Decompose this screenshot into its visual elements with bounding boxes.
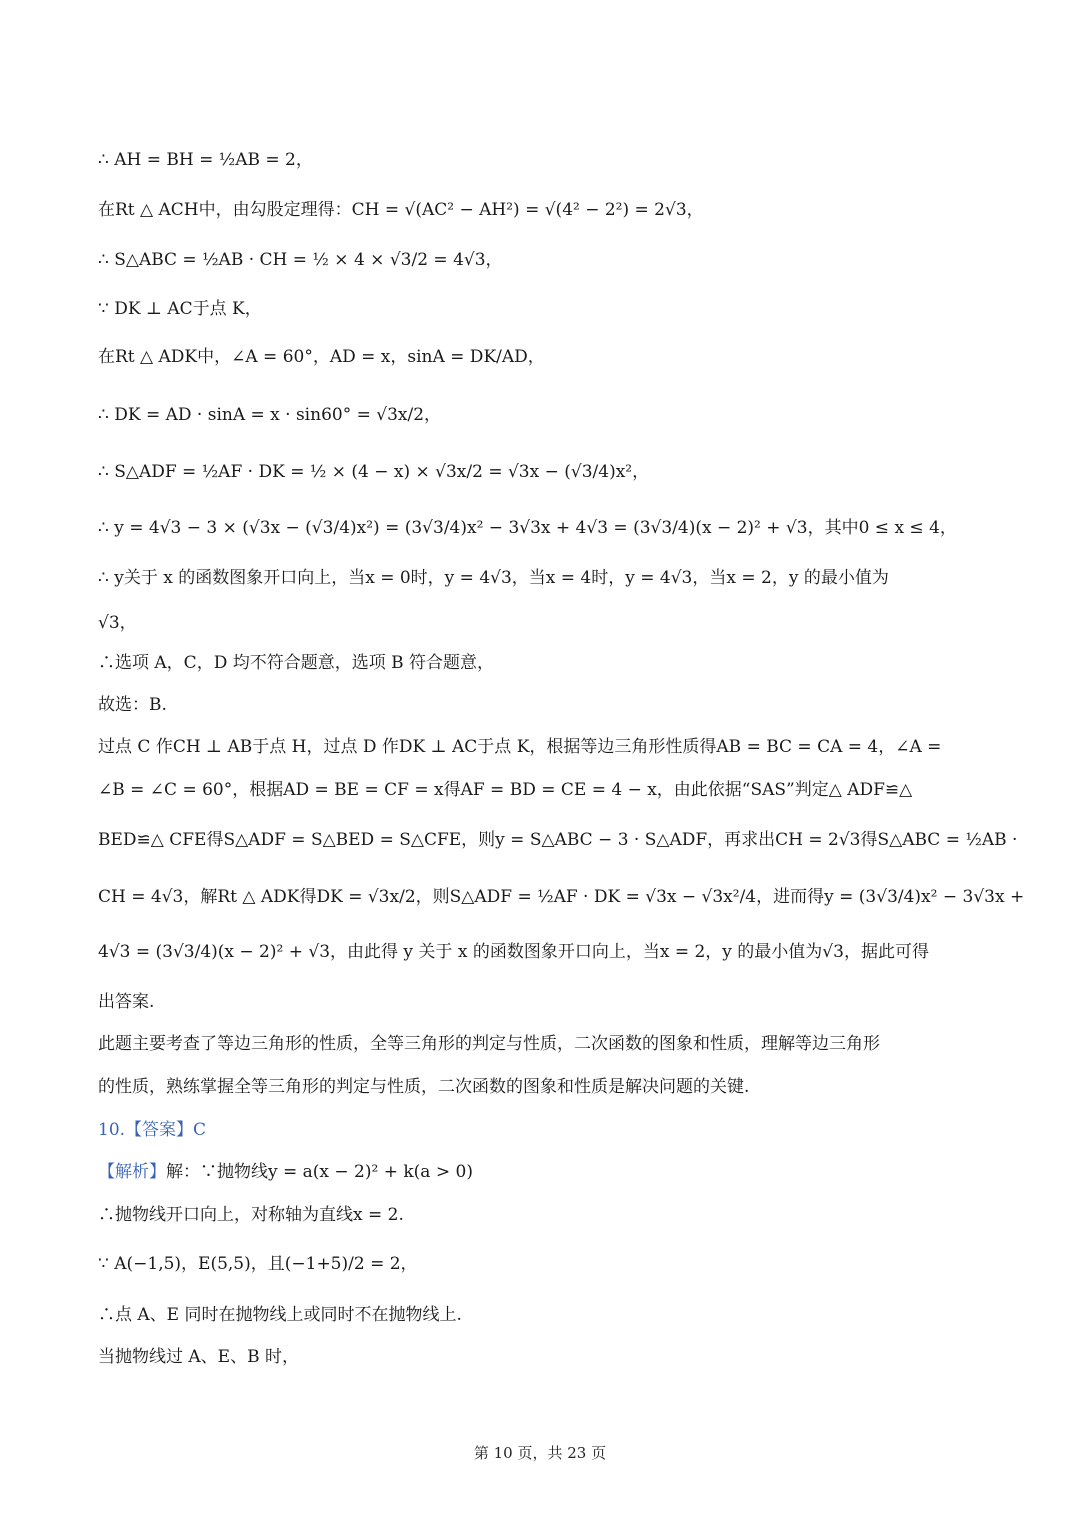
solution-line: 出答案.: [98, 992, 155, 1012]
analysis-line: ∴抛物线开口向上，对称轴为直线x = 2.: [98, 1205, 404, 1225]
analysis-line: 当抛物线过 A、E、B 时，: [98, 1347, 299, 1367]
solution-line: 的性质，熟练掌握全等三角形的判定与性质，二次函数的图象和性质是解决问题的关键.: [98, 1077, 750, 1097]
solution-line: ∴ DK = AD · sinA = x · sin60° = √3x/2，: [98, 405, 442, 425]
solution-line: ∵ DK ⊥ AC于点 K，: [98, 299, 262, 319]
solution-line: √3，: [98, 613, 137, 633]
solution-line: 在Rt △ ADK中，∠A = 60°，AD = x，sinA = DK/AD，: [98, 347, 545, 367]
solution-line: 在Rt △ ACH中，由勾股定理得：CH = √(AC² − AH²) = √(4² − 2²) = 2√3，: [98, 200, 704, 220]
solution-line: 4√3 = (3√3/4)(x − 2)² + √3，由此得 y 关于 x 的函数图象开口向上，当x = 2，y 的最小值为√3，据此可得: [98, 942, 929, 962]
solution-line: 此题主要考查了等边三角形的性质，全等三角形的判定与性质，二次函数的图象和性质，理解等边三角形: [98, 1034, 880, 1054]
analysis-line: ∵ A(−1,5)，E(5,5)，且(−1+5)/2 = 2，: [98, 1254, 418, 1274]
solution-line: CH = 4√3，解Rt △ ADK得DK = √3x/2，则S△ADF = ½AF · DK = √3x − √3x²/4，进而得y = (3√3/4)x² − 3√3x +: [98, 887, 1025, 907]
solution-line: ∴ AH = BH = ½AB = 2，: [98, 150, 313, 170]
solution-line: BED≌△ CFE得S△ADF = S△BED = S△CFE，则y = S△ABC − 3 · S△ADF，再求出CH = 2√3得S△ABC = ½AB ·: [98, 830, 1018, 850]
solution-line: 过点 C 作CH ⊥ AB于点 H，过点 D 作DK ⊥ AC于点 K，根据等边三角形性质得AB = BC = CA = 4，∠A =: [98, 737, 942, 757]
answer-heading: 10.【答案】C: [98, 1120, 207, 1140]
solution-line: ∠B = ∠C = 60°，根据AD = BE = CF = x得AF = BD = CE = 4 − x，由此依据“SAS”判定△ ADF≌△: [98, 780, 913, 800]
analysis-label: 【解析】: [98, 1162, 166, 1182]
analysis-line: 【解析】解：∵抛物线y = a(x − 2)² + k(a > 0): [98, 1162, 473, 1182]
page-footer: 第 10 页，共 23 页: [473, 1444, 607, 1462]
solution-line: ∴ y关于 x 的函数图象开口向上，当x = 0时，y = 4√3，当x = 4时，y = 4√3，当x = 2，y 的最小值为: [98, 568, 889, 588]
solution-line: 故选：B.: [98, 695, 167, 715]
solution-line: ∴ y = 4√3 − 3 × (√3x − (√3/4)x²) = (3√3/4)x² − 3√3x + 4√3 = (3√3/4)(x − 2)² + √3，其中0 ≤ x ≤ 4，: [98, 518, 957, 538]
solution-line: ∴ S△ABC = ½AB · CH = ½ × 4 × √3/2 = 4√3，: [98, 250, 503, 270]
solution-line: ∴ S△ADF = ½AF · DK = ½ × (4 − x) × √3x/2 = √3x − (√3/4)x²，: [98, 462, 650, 482]
solution-line: ∴选项 A，C，D 均不符合题意，选项 B 符合题意，: [98, 653, 495, 673]
analysis-line: ∴点 A、E 同时在抛物线上或同时不在抛物线上.: [98, 1305, 462, 1325]
